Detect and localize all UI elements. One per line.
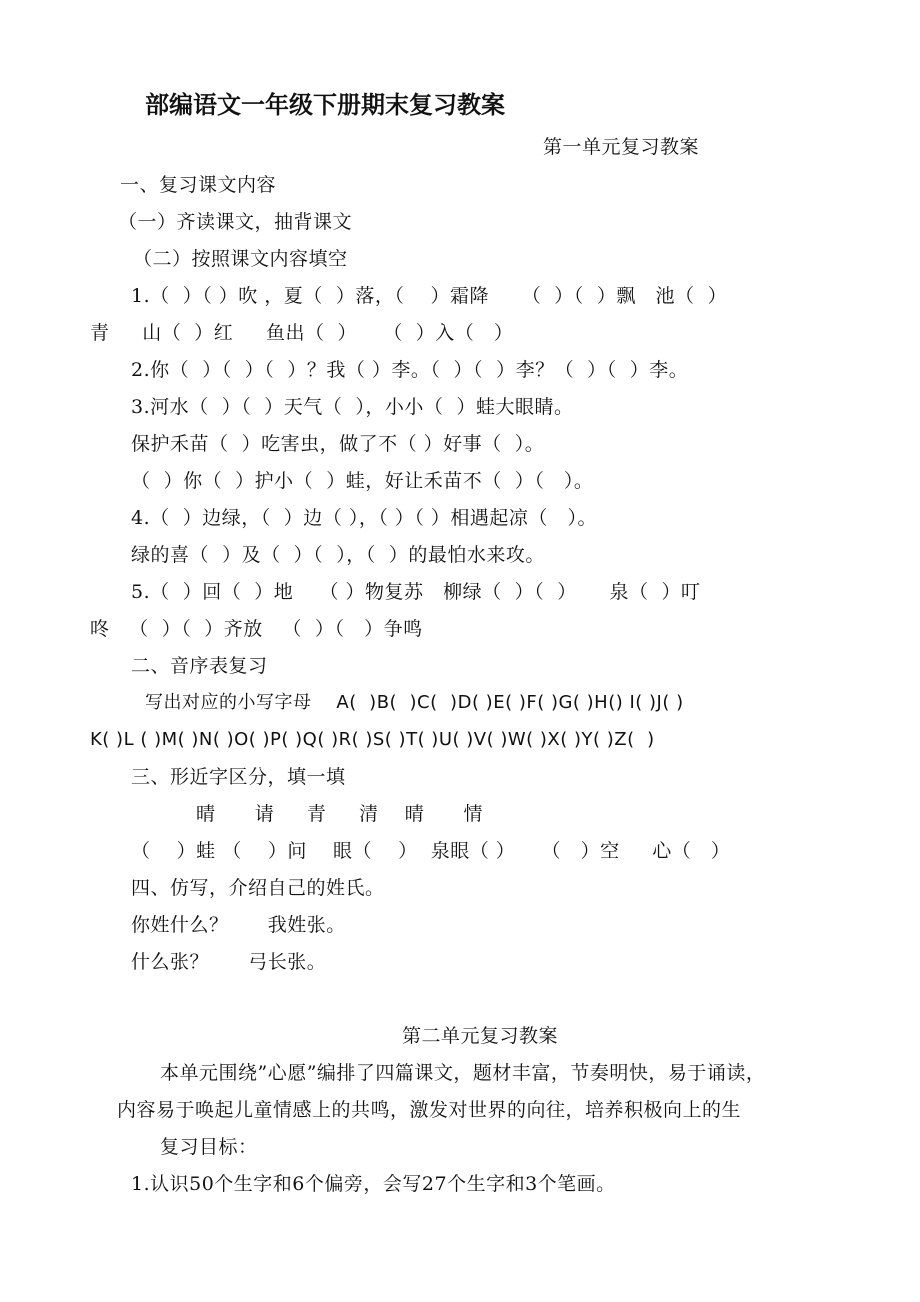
question-1-line-1: 1.（ ）（ ）吹 ，夏（ ）落，（ ）霜降 （ ）（ ）飘 池（ ） — [131, 285, 728, 307]
document-title: 部编语文一年级下册期末复习教案 — [145, 91, 505, 119]
unit2-heading: 第二单元复习教案 — [402, 1025, 559, 1047]
unit2-paragraph-line-2: 内容易于唤起儿童情感上的共鸣，激发对世界的向往，培养积极向上的生 — [117, 1099, 742, 1121]
imitation-line-2: 什么张？ 弓长张。 — [131, 951, 327, 973]
section-2-heading: 二、音序表复习 — [131, 655, 268, 677]
unit1-heading: 第一单元复习教案 — [543, 136, 700, 158]
unit2-paragraph-line-1: 本单元围绕”心愿”编排了四篇课文，题材丰富，节奏明快，易于诵读， — [160, 1062, 766, 1084]
question-2: 2.你（ ）（ ）（ ）？我（ ）李。（ ）（ ）李？（ ）（ ）李。 — [131, 359, 689, 381]
question-4-line-1: 4.（ ）边绿，（ ）边（ ），（ ）（ ）相遇起凉（ ）。 — [131, 507, 598, 529]
imitation-line-1: 你姓什么？ 我姓张。 — [131, 914, 346, 936]
section-1-item-1: （一）齐读课文，抽背课文 — [118, 211, 353, 233]
alphabet-line-1: 写出对应的小写字母 A( )B( )C( )D( )E( )F( )G( )H() I( )J( ) — [145, 692, 684, 713]
question-4-line-2: 绿的喜（ ）及（ ）（ ），（ ）的最怕水来攻。 — [131, 544, 545, 566]
similar-characters-blanks: （ ）蛙 （ ）问 眼（ ） 泉眼（ ） （ ）空 心（ ） — [131, 840, 731, 862]
question-5-line-2: 咚 （ ）（ ）齐放 （ ）（ ）争鸣 — [90, 618, 423, 640]
alphabet-line-2: K( )L ( )M( )N( )O( )P( )Q( )R( )S( )T( )U( )V( )W( )X( )Y( )Z( ) — [90, 729, 655, 750]
unit2-goal-heading: 复习目标： — [160, 1136, 258, 1158]
section-4-heading: 四、仿写，介绍自己的姓氏。 — [131, 877, 385, 899]
similar-characters: 晴 请 青 清 晴 情 — [196, 803, 484, 825]
section-1-item-2: （二）按照课文内容填空 — [133, 248, 348, 270]
section-3-heading: 三、形近字区分，填一填 — [131, 766, 346, 788]
question-1-line-2: 青 山（ ）红 鱼出（ ） （ ）入（ ） — [90, 322, 514, 344]
unit2-goal-1: 1.认识50个生字和6个偏旁，会写27个生字和3个笔画。 — [131, 1173, 616, 1195]
question-3-line-3: （ ）你（ ）护小（ ）蛙，好让禾苗不（ ）（ ）。 — [131, 470, 594, 492]
question-5-line-1: 5.（ ）回（ ）地 （ ）物复苏 柳绿（ ）（ ） 泉（ ）叮 — [131, 581, 701, 603]
question-3-line-2: 保护禾苗（ ）吃害虫，做了不（ ）好事（ ）。 — [131, 433, 545, 455]
question-3-line-1: 3.河水（ ）（ ）天气（ ），小小（ ）蛙大眼睛。 — [131, 396, 574, 418]
section-1-heading: 一、复习课文内容 — [120, 174, 277, 196]
